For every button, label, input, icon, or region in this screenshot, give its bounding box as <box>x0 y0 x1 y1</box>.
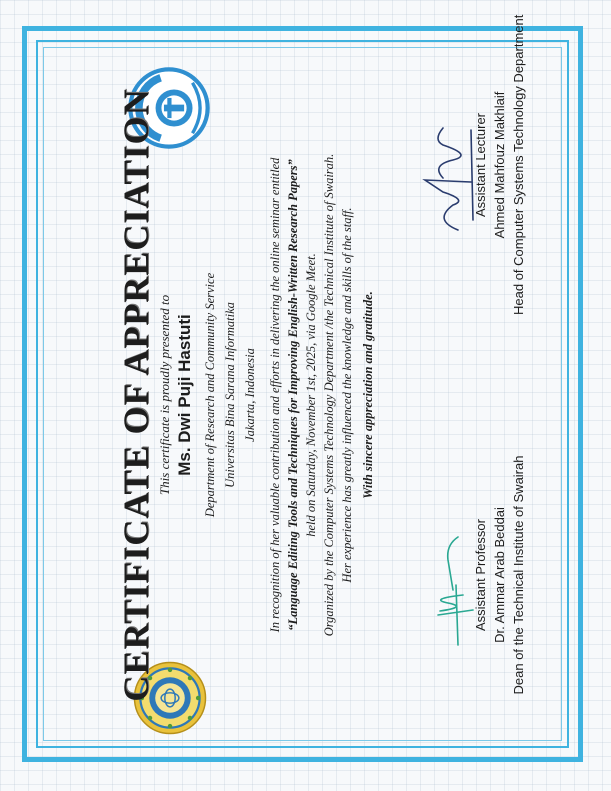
signature-left <box>418 525 478 655</box>
body-line-4: Organized by the Computer Systems Technology Department /the Technical Institute of Swairah. <box>322 153 336 637</box>
recipient-university: Universitas Bina Sarana Informatika <box>223 302 237 488</box>
seminar-title: “Language Editing Tools and Techniques for Improving English-Written Research Papers” <box>286 159 300 631</box>
body-line-6: With sincere appreciation and gratitude. <box>361 291 375 499</box>
signatory-left-role: Assistant Professor <box>473 519 488 631</box>
signatory-left-name: Dr. Ammar Arab Beddai <box>492 507 507 643</box>
certificate-content <box>53 14 558 745</box>
signatory-right-role: Assistant Lecturer <box>473 112 488 218</box>
recipient-name: Ms. Dwi Puji Hastuti <box>175 314 194 476</box>
body-line-1: In recognition of her valuable contribution and efforts in delivering the online seminar entitled <box>268 157 282 633</box>
recipient-city: Jakarta, Indonesia <box>243 348 257 442</box>
signatory-left <box>471 425 528 725</box>
body-line-5: Her experience has greatly influenced the knowledge and skills of the staff. <box>340 207 354 583</box>
signatory-left-position: Dean of the Technical Institute of Swairah <box>511 455 526 695</box>
presented-to-text: This certificate is proudly presented to <box>157 294 172 496</box>
recipient-department: Department of Research and Community Service <box>203 272 217 518</box>
signatory-right-position: Head of Computer Systems Technology Department <box>511 14 526 315</box>
body-line-3: held on Saturday, November 1st, 2025, via Google Meet. <box>304 253 318 537</box>
certificate-title: CERTIFICATE OF APPRECIATION <box>116 88 156 702</box>
signatory-right <box>471 15 528 315</box>
signatory-right-name: Ahmed Mahfouz Makhlaif <box>492 91 507 239</box>
